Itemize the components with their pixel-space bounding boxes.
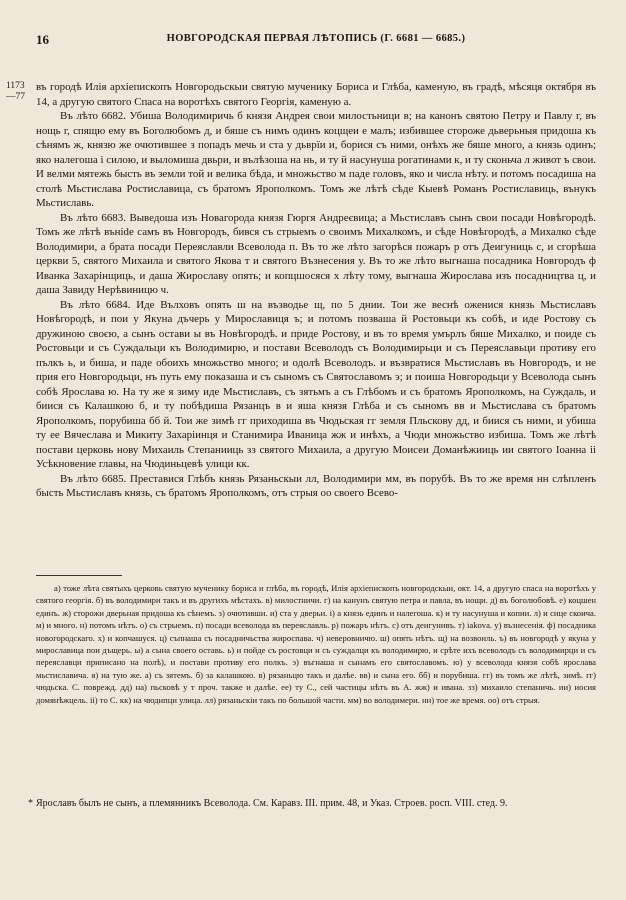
footnote-marker: * — [28, 798, 33, 809]
paragraph-continuation: въ городѣ Илія архіепископъ Новгородьскыи святую мученику Бориса и Глѣба, каменую, въ градѣ, мѣсяця октября въ 14, а другую святого Спаса на воротѣхъ святого Георгія, каменую а. — [36, 81, 596, 108]
paragraph-6682: Въ лѣто 6682. Убиша Володимиричь б князя Андрея свои милостьници в; на канонъ святою Петру и Павлу г, въ нощь г, спящю ему въ Боголюбомъ д, и бяше съ нимъ одинъ коцщеи е малъ; избившее стороже дьверьныя придоша къ сѣнямъ ж, князю же очютившее з попадъ мечь и ста у дьврїи и, борися съ ними, онѣхъ же бяше много, а князь одинъ; яко налегоша і силою, и выломиша двьри, и вълѣзоша на нь, и ту й насунуша рогатинами к, и ту сконьча л живот ъ свои. И велми мятежь бысть въ земли той и велика бѣда, и множьство м паде головъ, яко и числа нѣту. и потомъ посадиша на столѣ Мьстислава Ростиславица, съ братомъ Ярополкомъ. Томъ же лѣтѣ сѣде Кыевѣ Романъ Ростиславиць, вънукъ Мьстиславь. — [36, 110, 596, 209]
paragraph-6684: Въ лѣто 6684. Иде Вълховъ опять ш на възводье щ, по 5 днии. Тои же веснѣ оженися князь Мьстиславъ Новѣгородѣ, и пои у Якуна дъчерь у Мирославиця ъ; и потомъ позваша й Ростовьци къ собѣ, и иде Ростову съ дружиною своєю, а сынъ остави ы въ Новѣгородѣ. и приде Ростову, и въ то время умърлъ бяше Михалко, и поиде съ Ростовьци и съ Суждальци къ Володимирю, и постави Всеволодъ съ Володимирьци и съ Переяславьци противу его пълкъ ь, и биша, и паде обоихъ множьство много; и одолѣ Всеволодъ. и възвратися Мьстиславъ въ Новгородъ, и не прия его Новгородьци, нъ путь ему показаша и съ сыномъ съ Святославомъ э; и поиша Новгородьци у Всеволода сынъ собѣ Ярослава ю. На ту же я зиму иде Мьстиславъ, съ зятьмъ а съ Глѣбомъ и съ братомъ Ярополкомъ, на Суждаль, и биися съ Калашкою б, и ту побѣдиша Рязанцъ в и яша князя Глѣба и съ сыномъ вв и Мьстислава съ братомъ Ярополкомъ, порубиша бб й. Тои же зимѣ гг приходиша въ Чюдьская гг земля Пльскову дд, и биися съ ними, и убиша ту ее Вячеслава и Микиту Захаріинця и Станимира Иваница жж и инѣхъ, а Чюди множьство избиша. Томъ же лѣтѣ постави церковь нову Михаиль Степанииць зз святого Михаила, а другую Моисеи Доманѣжииць ии святого Іоанна іі Усѣкновение главы, на Чюдиньцевѣ улици кк. — [36, 298, 596, 470]
page-number: 16 — [36, 32, 49, 47]
paragraph-6685: Въ лѣто 6685. Преставися Глѣбъ князь Рязаньскыи лл, Володимири мм, въ порубѣ. Въ то же время нн слѣпленъ бысть Мьстиславъ князь, съ братомъ Ярополкомъ, отъ стрыя оо своего Всево- — [36, 472, 596, 499]
chronicle-body — [36, 80, 596, 501]
margin-year-top: 1173 — [6, 81, 25, 91]
notes-divider — [36, 575, 122, 576]
page-header — [36, 32, 596, 48]
margin-year-bottom: —77 — [6, 92, 25, 102]
paragraph-6683: Въ лѣто 6683. Выведоша изъ Новагорода князя Гюргя Андреєвица; а Мьстиславъ сынъ свои посади Новѣгородѣ. Томъ же лѣтѣ вънide самъ въ Новгородъ, бився съ стрыемъ о своимъ Михалкомъ, и сѣде Новѣгородѣ, а Михалко сѣде Володимири, а брата посади Переяславли Всеволода п. Въ то же лѣто загорѣся пожаръ р отъ Деигуниць с, и сгорѣша церкви 5, святого Михаила и святого Якова т и святого Възнесения у. Въ то же лѣто выгнаша посадника Новгородъ ф Иванка Захарінщиць, и даша Жирославу опять; и копцшосяся х лѣту тому, выгнаша Жирослава изъ посадництва ц, и даша Завиду Нерѣвиницю ч. — [36, 211, 596, 296]
editorial-footnote — [28, 797, 596, 811]
variant-readings — [36, 582, 596, 706]
footnote-text: Ярославъ былъ не сынъ, а племянникъ Всеволода. См. Каравз. III. прим. 48, и Указ. Строев. росп. VIII. стед. 9. — [36, 798, 508, 809]
running-title: НОВГОРОДСКАЯ ПЕРВАЯ ЛѢТОПИСЬ (Г. 6681 — 6685.) — [166, 33, 466, 44]
variant-readings-text: а) тоже лѣта святыхъ церковь святую мученику бориса и глѣба, въ городѣ, Илія архіепископъ новгородскыи, окт. 14, а другую спаса на воротѣхъ у святого георгія. б) въ володимири такъ и въ другихъ мѣстахъ. в) милостничи. г) на канунъ святую петра и павла, въ нощи. д) въ боголюбовѣ. е) коцшен единъ. ж) сторожи дверьная придоша къ сѣнемъ. з) очютивши. и) ста у дверьи. і) а князь единъ и налегоша. к) и ту насунуша и копии. л) и сице скоича. м) и много. н) потомъ нѣтъ. о) съ стрыемъ. п) посади всеволода въ переяславль. р) пожаръ нѣтъ. с) отъ деигунивъ. т) iakova. у) възнесенія. ф) посадника новогородскаго. х) и копчашуся. ц) съпнаша съ посадничьства жироспава. ч) неверовничю. ш) опять нѣтъ. щ) на возвоиль. ъ) въ новгородѣ у якуна у мирославица пои дъщерь. ы) а сына своего оставь. ь) и пойде съ ростовци и съ суждалци къ володимирю, и срѣте ихъ всеволодъ съ володимирци и съ переяславци приписано на полѣ), и постави противу его полкъ. э) въгнаша и сынамъ его святославомъ. ю) у всеволода князя собѣ ярослава мьстиславича. я) на тую же. а) съ зятемъ. б) за калашкою. в) рязаньцю такъ и далѣе. вв) и сына его. бб) и порубиша. гг) въ томъ же лѣтѣ, зимѣ. гг) чюдьска. С. поврежд. дд) на) пьсковѣ у т проч. также и далѣе. ее) ту С., ceй частицы нѣтъ въ А. жж) и ивана. зз) михаило степаничь. ии) иосия домянѣжцель. іі) то С. кк) на чюдипци улица. лл) рязаньскіи такъ по большой части. мм) во володимери. нн) тое же время. оо) отъ стрыя. — [36, 583, 596, 705]
